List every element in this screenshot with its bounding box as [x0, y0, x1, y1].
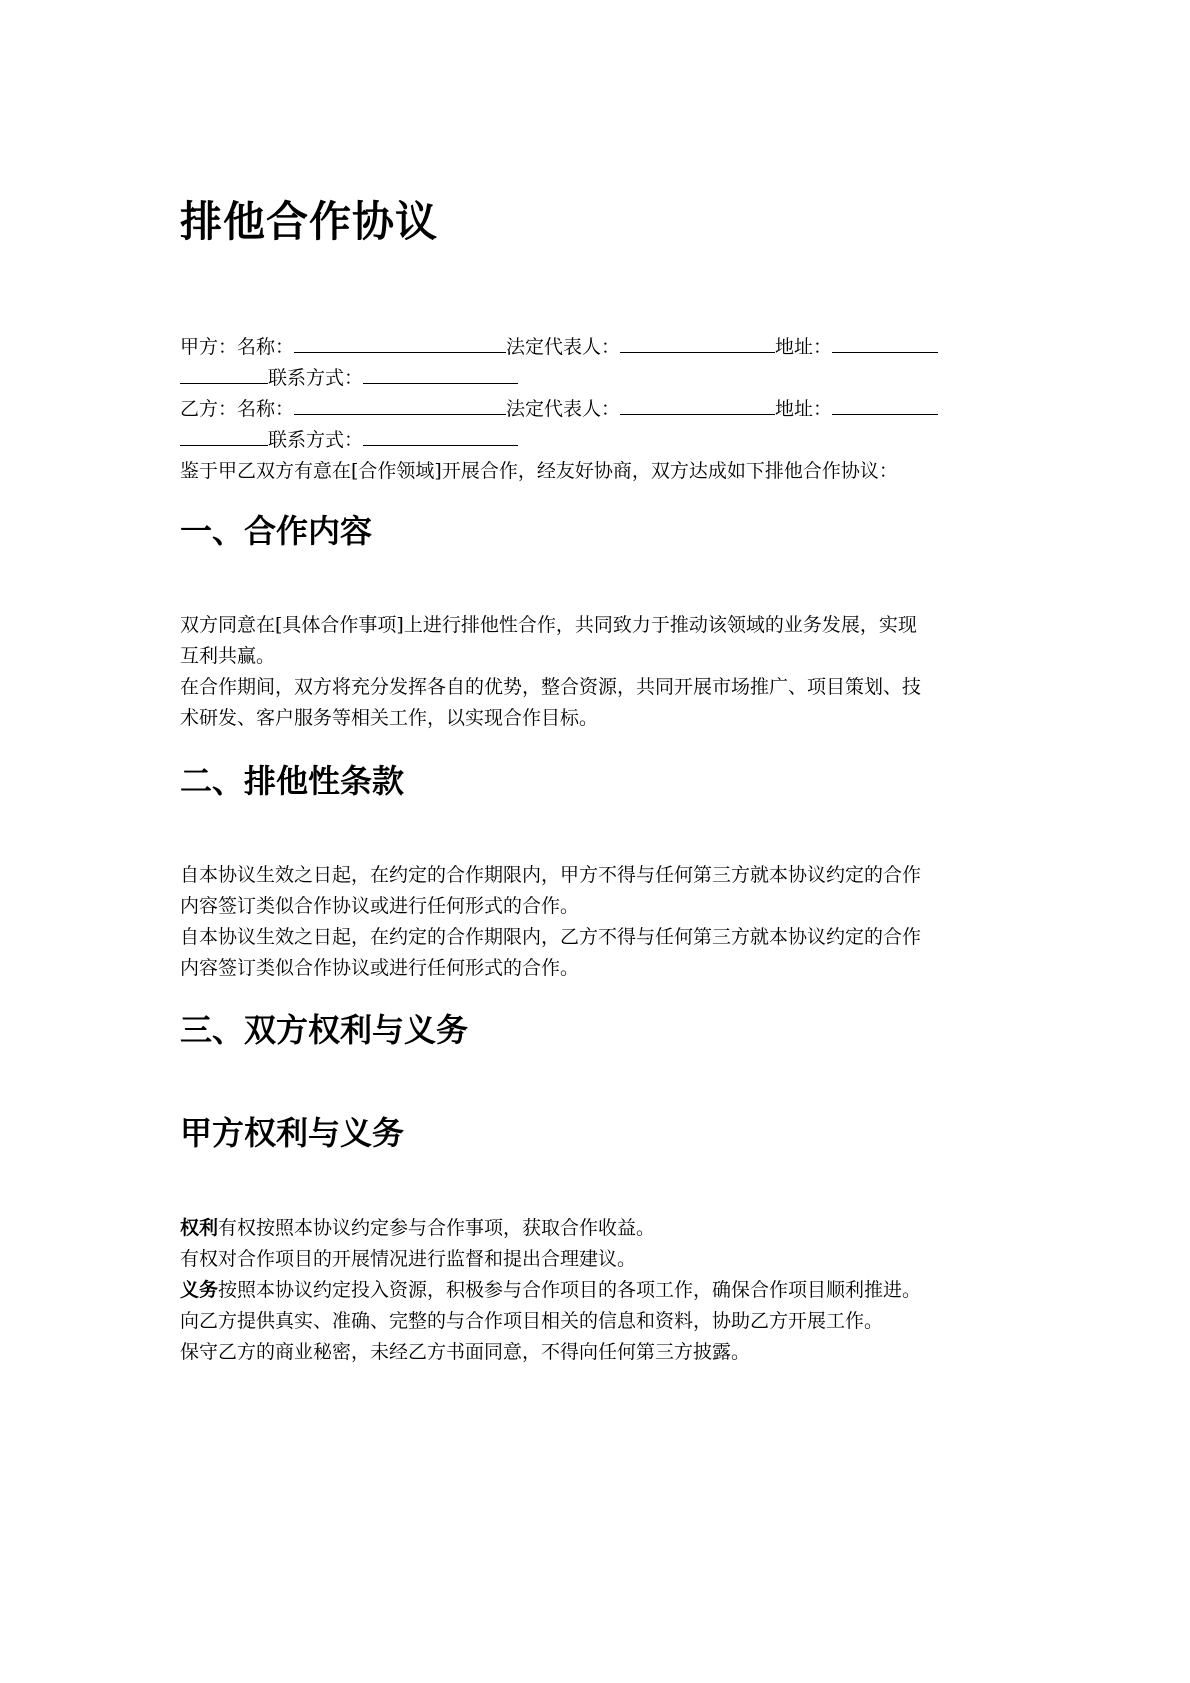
- section-2-heading: 二、排他性条款: [180, 762, 405, 800]
- duties-text-1: 按照本协议约定投入资源，积极参与合作项目的各项工作，确保合作项目顺利推进。: [218, 1279, 922, 1301]
- party-a-contact-label: 联系方式：: [268, 367, 364, 389]
- duties-line-1: [180, 1275, 1020, 1306]
- section-2-para-1-line-1: 自本协议生效之日起，在约定的合作期限内，甲方不得与任何第三方就本协议约定的合作: [180, 864, 922, 886]
- section-1-para-2-line-2: 术研发、客户服务等相关工作，以实现合作目标。: [180, 707, 599, 729]
- section-2-para-2-line-2: 内容签订类似合作协议或进行任何形式的合作。: [180, 957, 580, 979]
- party-b-contact-blank: [363, 425, 518, 446]
- party-a-name-blank: [294, 332, 506, 353]
- section-3-subheading: 甲方权利与义务: [180, 1114, 405, 1152]
- party-a-line-2: [180, 363, 1020, 394]
- section-1-para-2-line-1: 在合作期间，双方将充分发挥各自的优势，整合资源，共同开展市场推广、项目策划、技: [180, 676, 922, 698]
- section-1-para-1-line-1: 双方同意在[具体合作事项]上进行排他性合作，共同致力于推动该领域的业务发展，实现: [180, 614, 917, 636]
- party-a-address-label: 地址：: [775, 336, 833, 358]
- rights-line-2: 有权对合作项目的开展情况进行监督和提出合理建议。: [180, 1248, 637, 1270]
- party-a-address-blank-cont: [180, 363, 268, 384]
- party-b-address-blank-cont: [180, 425, 268, 446]
- party-b-line-1: [180, 394, 1020, 425]
- section-1-para-1-line-2: 互利共赢。: [180, 645, 276, 667]
- party-b-name-label: 乙方：名称：: [180, 398, 295, 420]
- party-a-legal-rep-blank: [620, 332, 775, 353]
- duties-line-2: 向乙方提供真实、准确、完整的与合作项目相关的信息和资料，协助乙方开展工作。: [180, 1310, 884, 1332]
- preamble: 鉴于甲乙双方有意在[合作领域]开展合作，经友好协商，双方达成如下排他合作协议：: [180, 460, 898, 482]
- party-b-address-blank: [832, 394, 938, 415]
- party-b-legal-rep-blank: [620, 394, 775, 415]
- party-a-legal-rep-label: 法定代表人：: [506, 336, 621, 358]
- party-b-contact-label: 联系方式：: [268, 429, 364, 451]
- section-2-para-2-line-1: 自本协议生效之日起，在约定的合作期限内，乙方不得与任何第三方就本协议约定的合作: [180, 926, 922, 948]
- rights-line-1: [180, 1213, 1020, 1244]
- section-2-body: [180, 860, 1020, 984]
- rights-text-1: 有权按照本协议约定参与合作事项，获取合作收益。: [218, 1217, 656, 1239]
- section-1-body: [180, 610, 1020, 734]
- section-3-heading: 三、双方权利与义务: [180, 1011, 469, 1049]
- party-a-contact-blank: [363, 363, 518, 384]
- party-b-name-blank: [294, 394, 506, 415]
- party-a-name-label: 甲方：名称：: [180, 336, 295, 358]
- rights-label: 权利: [180, 1217, 219, 1239]
- party-b-address-label: 地址：: [775, 398, 833, 420]
- party-a-line-1: [180, 332, 1020, 363]
- duties-label: 义务: [180, 1279, 219, 1301]
- section-2-para-1-line-2: 内容签订类似合作协议或进行任何形式的合作。: [180, 895, 580, 917]
- parties-block: [180, 332, 1020, 487]
- section-3-body: [180, 1213, 1020, 1368]
- duties-line-3: 保守乙方的商业秘密，未经乙方书面同意，不得向任何第三方披露。: [180, 1341, 751, 1363]
- party-a-address-blank: [832, 332, 938, 353]
- section-1-heading: 一、合作内容: [180, 512, 373, 550]
- party-b-legal-rep-label: 法定代表人：: [506, 398, 621, 420]
- party-b-line-2: [180, 425, 1020, 456]
- document-title: 排他合作协议: [180, 197, 439, 246]
